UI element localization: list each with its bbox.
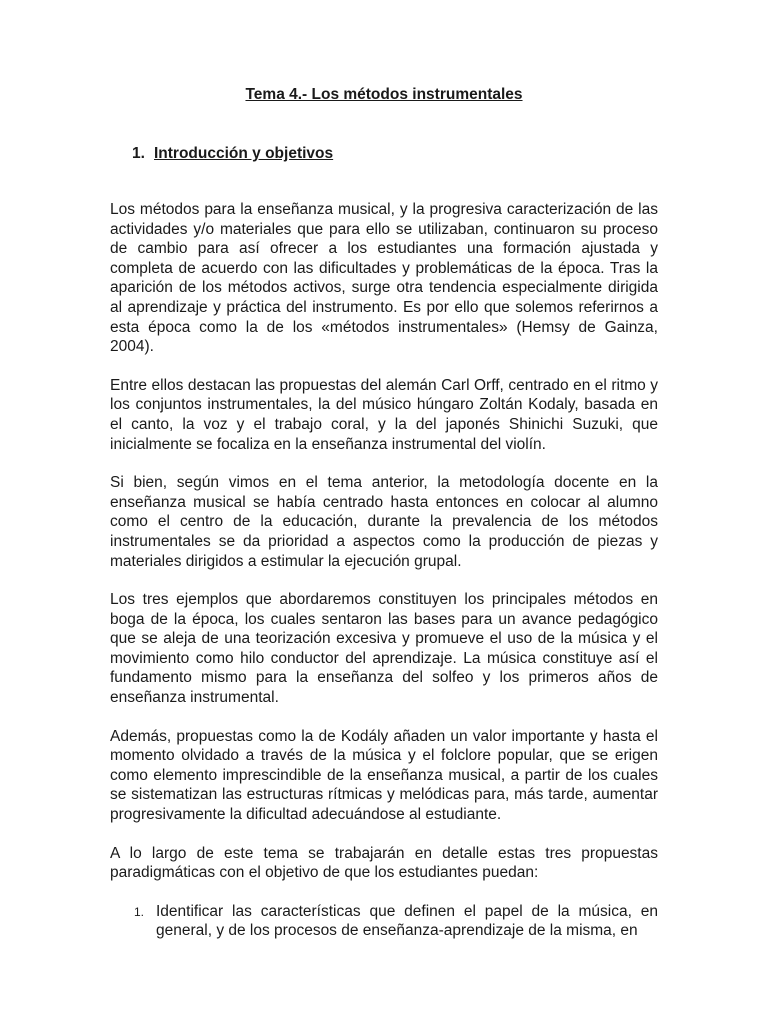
body-text — [110, 200, 658, 941]
paragraph: Los métodos para la enseñanza musical, y la progresiva caracterización de las actividades y/o materiales que para ello se utilizaban, continuaron su proceso de cambio para así ofrecer a los estudiantes una formación ajustada y completa de acuerdo con las dificultades y problemáticas de la época. Tras la aparición de los métodos activos, surge otra tendencia especialmente dirigida al aprendizaje y práctica del instrumento. Es por ello que solemos referirnos a esta época como la de los «métodos instrumentales» (Hemsy de Gainza, 2004). — [110, 201, 658, 356]
page-title: Tema 4.- Los métodos instrumentales — [245, 86, 523, 103]
paragraph: Los tres ejemplos que abordaremos constituyen los principales métodos en boga de la época, los cuales sentaron las bases para un avance pedagógico que se aleja de una teorización excesiva y promueve el uso de la música y el movimiento como hilo conductor del aprendizaje. La música constituye así el fundamento mismo para la enseñanza del solfeo y los primeros años de enseñanza instrumental. — [110, 591, 658, 707]
section-heading — [132, 145, 333, 163]
paragraph: Si bien, según vimos en el tema anterior, la metodología docente en la enseñanza musical se había centrado hasta entonces en colocar al alumno como el centro de la educación, durante la prevalencia de los métodos instrumentales se da prioridad a aspectos como la producción de piezas y materiales dirigidos a estimular la ejecución grupal. — [110, 474, 658, 570]
paragraph: Además, propuestas como la de Kodály añaden un valor importante y hasta el momento olvidado a través de la música y el folclore popular, que se erigen como elemento imprescindible de la enseñanza musical, a partir de los cuales se sistematizan las estructuras rítmicas y melódicas para, más tarde, aumentar progresivamente la dificultad adecuándose al estudiante. — [110, 727, 658, 824]
section-title: Introducción y objetivos — [154, 145, 334, 162]
list-item-text: Identificar las características que definen el papel de la música, en general, y de los procesos de enseñanza-aprendizaje de la misma, en — [156, 902, 658, 940]
paragraph: A lo largo de este tema se trabajarán en detalle estas tres propuestas paradigmáticas con el objetivo de que los estudiantes puedan: — [110, 844, 658, 882]
list-item-number: 1. — [134, 904, 145, 919]
section-number: 1. — [132, 145, 145, 162]
list-item — [110, 902, 658, 941]
paragraph: Entre ellos destacan las propuestas del alemán Carl Orff, centrado en el ritmo y los conjuntos instrumentales, la del músico húngaro Zoltán Kodaly, basada en el canto, la voz y el trabajo coral, y la del japonés Shinichi Suzuki, que inicialmente se focaliza en la enseñanza instrumental del violín. — [110, 376, 658, 453]
